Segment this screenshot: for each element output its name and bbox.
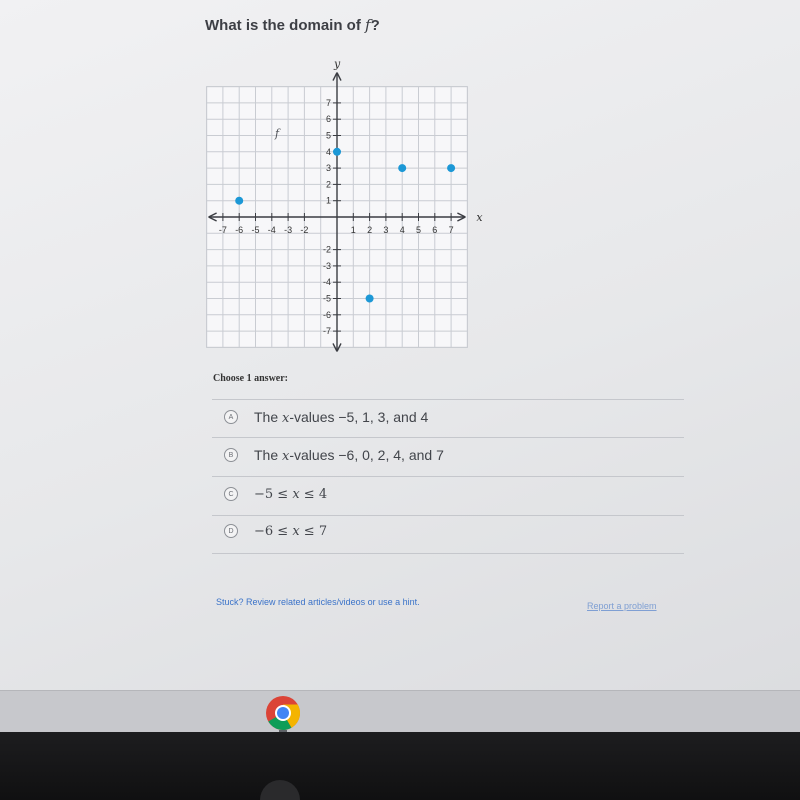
choice-d-var: x	[292, 523, 300, 539]
choice-a-prefix: The	[254, 408, 283, 425]
question-text	[205, 16, 380, 34]
y-tick-label: -7	[322, 326, 331, 337]
choice-c-radio[interactable]: C	[224, 487, 238, 501]
y-tick-label: 7	[325, 97, 331, 108]
y-tick-label: 4	[325, 146, 331, 157]
x-tick-label: 1	[350, 225, 356, 235]
x-tick-label: 5	[415, 225, 422, 235]
y-tick-label: -5	[322, 293, 331, 304]
x-tick-label: 3	[383, 225, 389, 235]
data-point	[366, 295, 374, 303]
report-problem-link[interactable]: Report a problem	[587, 601, 657, 611]
y-tick-label: -3	[322, 260, 331, 271]
question-function: f	[365, 16, 371, 34]
x-tick-label: 2	[367, 225, 373, 235]
choice-b-radio[interactable]: B	[224, 448, 238, 462]
taskbar	[0, 690, 800, 733]
choice-a-text	[254, 409, 428, 426]
y-tick-label: -2	[322, 244, 331, 255]
choice-b-var: x	[282, 448, 290, 464]
y-tick-label: 6	[325, 114, 331, 125]
y-tick-label: 3	[325, 163, 331, 174]
coordinate-graph	[195, 55, 490, 360]
stuck-label: Stuck?	[216, 597, 244, 607]
question-prefix: What is the domain of	[205, 17, 365, 34]
stuck-help	[216, 597, 420, 607]
divider	[212, 553, 684, 554]
x-tick-label: -5	[251, 225, 260, 235]
choice-d-radio[interactable]: D	[224, 524, 238, 538]
x-tick-label: -2	[300, 225, 309, 235]
x-axis-label: x	[476, 211, 483, 224]
y-axis-label: y	[334, 57, 341, 71]
choice-d-right: ≤ 7	[299, 523, 328, 539]
choice-a-var: x	[282, 410, 290, 426]
x-tick-label: -6	[235, 225, 244, 235]
chrome-icon[interactable]	[263, 693, 303, 733]
choice-c[interactable]	[220, 476, 680, 512]
choice-b[interactable]	[220, 437, 680, 473]
hp-logo	[250, 780, 310, 800]
y-tick-label: 2	[325, 179, 331, 190]
choice-b-text	[254, 447, 444, 464]
y-tick-label: 5	[325, 130, 331, 141]
laptop-bezel	[0, 732, 800, 800]
function-label: f	[275, 127, 280, 141]
choose-answer-label: Choose 1 answer:	[213, 373, 288, 384]
x-tick-label: -4	[267, 225, 276, 235]
hint-link[interactable]: Review related articles/videos or use a hint.	[246, 597, 420, 607]
data-point	[398, 164, 406, 172]
choice-c-var: x	[292, 486, 300, 502]
x-tick-label: 4	[399, 225, 405, 235]
x-tick-label: 7	[448, 225, 454, 235]
choice-b-prefix: The	[254, 446, 283, 463]
choice-a-suffix: -values −5, 1, 3, and 4	[289, 408, 429, 425]
x-tick-label: 6	[432, 225, 438, 235]
x-tick-label: -3	[284, 225, 293, 235]
x-tick-label: -7	[218, 225, 227, 235]
y-tick-label: 1	[325, 195, 331, 206]
data-point	[447, 164, 455, 172]
choice-a-radio[interactable]: A	[224, 410, 238, 424]
y-tick-label: -4	[322, 277, 331, 288]
y-tick-label: -6	[322, 309, 331, 320]
choice-c-left: −5 ≤	[254, 486, 293, 502]
choice-c-right: ≤ 4	[299, 486, 328, 502]
choice-d-text	[254, 524, 327, 539]
data-point	[333, 148, 341, 156]
choice-b-suffix: -values −6, 0, 2, 4, and 7	[289, 446, 444, 463]
choice-d-left: −6 ≤	[254, 523, 293, 539]
choice-c-text	[254, 487, 327, 502]
question-suffix: ?	[370, 17, 380, 34]
choice-d[interactable]	[220, 513, 680, 549]
choice-a[interactable]	[220, 399, 680, 435]
data-point	[235, 197, 243, 205]
